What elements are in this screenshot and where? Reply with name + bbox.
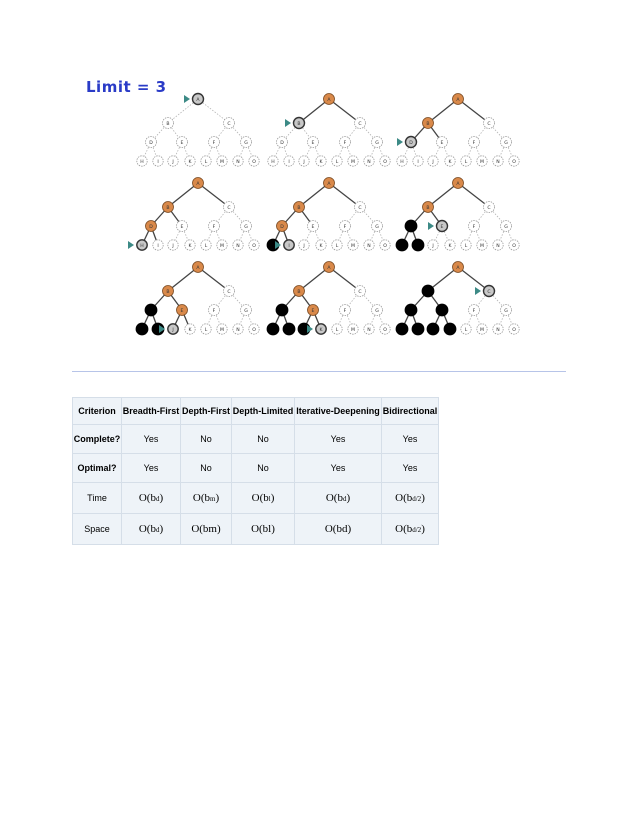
tree-node-label: G xyxy=(244,308,248,314)
tree-node-label: N xyxy=(367,327,371,333)
tree-node-label: G xyxy=(504,308,508,314)
tree-node-label: A xyxy=(196,97,200,103)
tree-node xyxy=(436,304,448,316)
tree-node-label: F xyxy=(212,224,216,230)
tree-node-label: N xyxy=(236,243,240,249)
table-cell: O(bd/2) xyxy=(382,483,439,514)
tree-node-label: E xyxy=(180,308,184,314)
current-node-pointer-icon xyxy=(184,95,190,103)
tree-node xyxy=(405,304,417,316)
tree-node-label: L xyxy=(464,327,468,333)
table-cell: O(bm) xyxy=(181,514,232,545)
current-node-pointer-icon xyxy=(285,119,291,127)
table-cell: O(bd) xyxy=(122,514,181,545)
tree-node-label: I xyxy=(417,159,419,165)
tree-node-label: C xyxy=(227,289,231,295)
tree-node-label: O xyxy=(512,159,516,165)
tree-node xyxy=(267,323,279,335)
tree-node-label: B xyxy=(426,121,430,127)
tree-node-label: O xyxy=(383,159,387,165)
table-cell: O(bd) xyxy=(295,514,382,545)
tree-node-label: M xyxy=(220,243,224,249)
row-label: Time xyxy=(73,483,122,514)
table-cell: O(bl) xyxy=(232,483,295,514)
tree-node-label: F xyxy=(472,140,476,146)
tree-node-label: B xyxy=(297,289,301,295)
tree-node-label: M xyxy=(351,327,355,333)
tree-node-label: K xyxy=(188,159,192,165)
tree-node-label: K xyxy=(319,243,323,249)
tree-node-label: G xyxy=(244,140,248,146)
tree-node-label: C xyxy=(487,121,491,127)
tree-node-label: J xyxy=(172,159,174,165)
tree-node-label: E xyxy=(440,140,444,146)
tree-node-label: D xyxy=(280,140,284,146)
tree-node-label: M xyxy=(480,243,484,249)
tree-node-label: N xyxy=(367,243,371,249)
tree-node-label: N xyxy=(496,327,500,333)
tree-node-label: J xyxy=(432,159,434,165)
current-node-pointer-icon xyxy=(475,287,481,295)
tree-node-label: B xyxy=(297,121,301,127)
header-bidirectional: Bidirectional xyxy=(382,398,439,425)
tree-node-label: C xyxy=(227,205,231,211)
tree-node xyxy=(136,323,148,335)
table-cell: Yes xyxy=(122,454,181,483)
tree-node-label: F xyxy=(343,224,347,230)
tree-node-label: J xyxy=(432,243,434,249)
table-cell: Yes xyxy=(295,454,382,483)
tree-node-label: O xyxy=(252,159,256,165)
table-cell: No xyxy=(232,425,295,454)
tree-node-label: I xyxy=(288,243,290,249)
tree-panel-1 xyxy=(137,94,259,167)
tree-node-label: K xyxy=(448,243,452,249)
tree-panel-3 xyxy=(397,94,519,167)
tree-node-label: O xyxy=(252,243,256,249)
tree-panel-9 xyxy=(396,262,519,336)
tree-node-label: J xyxy=(303,159,305,165)
tree-node-label: K xyxy=(319,159,323,165)
tree-node-label: L xyxy=(464,159,468,165)
tree-node-label: C xyxy=(227,121,231,127)
tree-node-label: I xyxy=(157,243,159,249)
tree-node xyxy=(427,323,439,335)
tree-node-label: H xyxy=(400,159,404,165)
section-divider xyxy=(72,371,566,372)
tree-panel-2 xyxy=(268,94,390,167)
tree-node-label: K xyxy=(188,327,192,333)
row-label: Optimal? xyxy=(73,454,122,483)
tree-node-label: I xyxy=(288,159,290,165)
table-cell: No xyxy=(181,425,232,454)
tree-node-label: H xyxy=(140,243,144,249)
tree-node-label: I xyxy=(157,159,159,165)
tree-node-label: M xyxy=(220,327,224,333)
tree-node-label: F xyxy=(472,224,476,230)
tree-node xyxy=(412,323,424,335)
tree-node-label: J xyxy=(172,243,174,249)
tree-node-label: K xyxy=(448,159,452,165)
tree-node-label: L xyxy=(335,327,339,333)
header-iterative-deepening: Iterative-Deepening xyxy=(295,398,382,425)
tree-panel-5 xyxy=(267,178,390,252)
tree-node-label: A xyxy=(456,265,460,271)
table-cell: Yes xyxy=(295,425,382,454)
tree-node xyxy=(276,304,288,316)
tree-node-label: E xyxy=(311,308,315,314)
tree-node-label: A xyxy=(327,265,331,271)
tree-node-label: N xyxy=(367,159,371,165)
tree-node-label: L xyxy=(464,243,468,249)
tree-node-label: K xyxy=(319,327,323,333)
tree-node-label: B xyxy=(426,205,430,211)
tree-node-label: F xyxy=(472,308,476,314)
search-tree-panels xyxy=(0,0,638,360)
tree-node-label: L xyxy=(204,243,208,249)
header-depth-limited: Depth-Limited xyxy=(232,398,295,425)
tree-node xyxy=(444,323,456,335)
tree-node xyxy=(145,304,157,316)
tree-node-label: M xyxy=(480,327,484,333)
tree-node-label: H xyxy=(271,159,275,165)
tree-node-label: C xyxy=(487,289,491,295)
table-row-time xyxy=(73,483,439,514)
tree-node-label: G xyxy=(504,140,508,146)
header-depth-first: Depth-First xyxy=(181,398,232,425)
tree-node-label: L xyxy=(335,159,339,165)
table-cell: Yes xyxy=(382,454,439,483)
tree-node-label: M xyxy=(220,159,224,165)
tree-node-label: L xyxy=(335,243,339,249)
tree-node-label: J xyxy=(172,327,174,333)
tree-node-label: G xyxy=(375,140,379,146)
search-strategy-comparison-table xyxy=(72,397,439,545)
tree-node-label: G xyxy=(244,224,248,230)
table-cell: O(bd) xyxy=(295,483,382,514)
tree-node-label: O xyxy=(512,327,516,333)
tree-node-label: E xyxy=(180,224,184,230)
tree-node-label: C xyxy=(358,289,362,295)
tree-node-label: O xyxy=(383,243,387,249)
row-label: Space xyxy=(73,514,122,545)
tree-node-label: O xyxy=(512,243,516,249)
tree-node-label: B xyxy=(166,205,170,211)
row-label: Complete? xyxy=(73,425,122,454)
tree-node-label: A xyxy=(456,181,460,187)
tree-node-label: D xyxy=(149,140,153,146)
tree-node-label: E xyxy=(311,224,315,230)
header-breadth-first: Breadth-First xyxy=(122,398,181,425)
table-cell: O(bd/2) xyxy=(382,514,439,545)
tree-node-label: G xyxy=(504,224,508,230)
tree-node-label: A xyxy=(327,181,331,187)
tree-node-label: G xyxy=(375,224,379,230)
tree-node xyxy=(283,323,295,335)
table-header-row xyxy=(73,398,439,425)
current-node-pointer-icon xyxy=(307,325,313,333)
tree-node-label: L xyxy=(204,327,208,333)
tree-node-label: H xyxy=(140,159,144,165)
tree-node-label: F xyxy=(212,140,216,146)
table-cell: O(bd) xyxy=(122,483,181,514)
table-row-space xyxy=(73,514,439,545)
tree-node-label: O xyxy=(252,327,256,333)
tree-node-label: C xyxy=(358,121,362,127)
tree-node-label: J xyxy=(303,243,305,249)
table-cell: O(bm) xyxy=(181,483,232,514)
limit-title: Limit = 3 xyxy=(86,78,167,96)
tree-node-label: A xyxy=(196,265,200,271)
tree-node-label: N xyxy=(496,243,500,249)
tree-node-label: L xyxy=(204,159,208,165)
tree-node-label: K xyxy=(188,243,192,249)
tree-node-label: F xyxy=(212,308,216,314)
tree-node-label: A xyxy=(456,97,460,103)
tree-node-label: N xyxy=(496,159,500,165)
tree-node-label: B xyxy=(166,289,170,295)
tree-node xyxy=(396,239,408,251)
tree-node xyxy=(396,323,408,335)
tree-node-label: D xyxy=(280,224,284,230)
tree-node-label: N xyxy=(236,159,240,165)
tree-panel-8 xyxy=(267,262,390,336)
tree-node xyxy=(412,239,424,251)
table-cell: No xyxy=(181,454,232,483)
tree-node xyxy=(422,285,434,297)
table-cell: Yes xyxy=(122,425,181,454)
tree-panel-4 xyxy=(128,178,259,251)
tree-panel-6 xyxy=(396,178,519,252)
tree-node xyxy=(405,220,417,232)
tree-node-label: O xyxy=(383,327,387,333)
tree-node-label: M xyxy=(480,159,484,165)
tree-node-label: F xyxy=(343,308,347,314)
table-row-optimal xyxy=(73,454,439,483)
tree-node-label: E xyxy=(440,224,444,230)
tree-node-label: M xyxy=(351,159,355,165)
tree-node-label: M xyxy=(351,243,355,249)
tree-node-label: F xyxy=(343,140,347,146)
table-cell: Yes xyxy=(382,425,439,454)
tree-panel-7 xyxy=(136,262,259,336)
tree-node-label: D xyxy=(409,140,413,146)
table-cell: O(bl) xyxy=(232,514,295,545)
current-node-pointer-icon xyxy=(428,222,434,230)
tree-node-label: N xyxy=(236,327,240,333)
tree-node-label: D xyxy=(149,224,153,230)
table-row-complete xyxy=(73,425,439,454)
tree-node-label: E xyxy=(311,140,315,146)
tree-node-label: B xyxy=(297,205,301,211)
header-criterion: Criterion xyxy=(73,398,122,425)
tree-node-label: A xyxy=(196,181,200,187)
tree-node-label: E xyxy=(180,140,184,146)
current-node-pointer-icon xyxy=(128,241,134,249)
tree-node-label: B xyxy=(166,121,170,127)
tree-node-label: C xyxy=(358,205,362,211)
tree-node-label: G xyxy=(375,308,379,314)
table-cell: No xyxy=(232,454,295,483)
tree-node-label: C xyxy=(487,205,491,211)
current-node-pointer-icon xyxy=(397,138,403,146)
tree-node-label: A xyxy=(327,97,331,103)
